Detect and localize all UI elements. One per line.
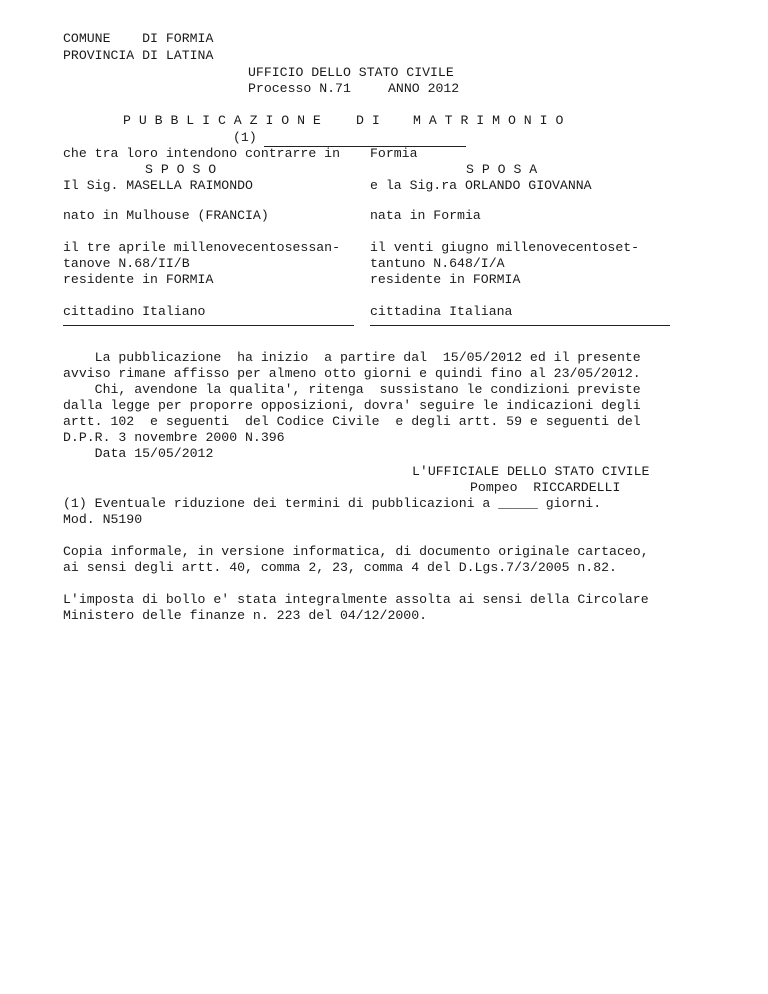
sposa-divider (370, 325, 670, 326)
signature-role: L'UFFICIALE DELLO STATO CIVILE (412, 464, 650, 479)
body-p2-line1: Chi, avendone la qualita', ritenga sussistano le condizioni previste (63, 382, 641, 397)
sposa-nome: e la Sig.ra ORLANDO GIOVANNA (370, 178, 592, 193)
title-pubblicazione: P U B B L I C A Z I O N E (123, 113, 321, 128)
sposo-residenza: residente in FORMIA (63, 272, 214, 287)
title-matrimonio: M A T R I M O N I O (413, 113, 564, 128)
body-p1-line1: La pubblicazione ha inizio a partire dal 15/05/2012 ed il presente (63, 350, 641, 365)
body-p1-line2: avviso rimane affisso per almeno otto giorni e quindi fino al 23/05/2012. (63, 366, 641, 381)
intro-text: che tra loro intendono contrarre in (63, 146, 340, 161)
processo-year: ANNO 2012 (388, 81, 460, 96)
body-p2-line4: D.P.R. 3 novembre 2000 N.396 (63, 430, 285, 445)
luogo-matrimonio: Formia (370, 146, 418, 161)
publication-date: Data 15/05/2012 (63, 446, 214, 461)
footnote-ref: (1) (233, 130, 257, 145)
sposo-data-nascita-1: il tre aprile millenovecentosessan- (63, 240, 340, 255)
stamp-duty-line1: L'imposta di bollo e' stata integralmente assolta ai sensi della Circolare (63, 592, 649, 607)
sposa-cittadinanza: cittadina Italiana (370, 304, 513, 319)
body-p2-line3: artt. 102 e seguenti del Codice Civile e degli artt. 59 e seguenti del (63, 414, 641, 429)
comune-line: COMUNE DI FORMIA (63, 31, 214, 46)
title-di: D I (356, 113, 380, 128)
provincia-line: PROVINCIA DI LATINA (63, 48, 214, 63)
sposo-nascita-luogo: nato in Mulhouse (FRANCIA) (63, 208, 269, 223)
copy-notice-line2: ai sensi degli artt. 40, comma 2, 23, comma 4 del D.Lgs.7/3/2005 n.82. (63, 560, 617, 575)
sposa-data-nascita-2: tantuno N.648/I/A (370, 256, 505, 271)
signature-name: Pompeo RICCARDELLI (470, 480, 621, 495)
sposa-data-nascita-1: il venti giugno millenovecentoset- (370, 240, 640, 255)
sposo-cittadinanza: cittadino Italiano (63, 304, 206, 319)
sposo-nome: Il Sig. MASELLA RAIMONDO (63, 178, 253, 193)
stamp-duty-line2: Ministero delle finanze n. 223 del 04/12/2000. (63, 608, 428, 623)
model-number: Mod. N5190 (63, 512, 143, 527)
sposo-heading: S P O S O (145, 162, 217, 177)
footnote-text: (1) Eventuale riduzione dei termini di pubblicazioni a _____ giorni. (63, 496, 602, 511)
processo-number: Processo N.71 (248, 81, 351, 96)
sposa-heading: S P O S A (466, 162, 538, 177)
copy-notice-line1: Copia informale, in versione informatica, di documento originale cartaceo, (63, 544, 649, 559)
ufficio-line: UFFICIO DELLO STATO CIVILE (248, 65, 454, 80)
sposo-data-nascita-2: tanove N.68/II/B (63, 256, 190, 271)
sposa-nascita-luogo: nata in Formia (370, 208, 481, 223)
sposo-divider (63, 325, 354, 326)
body-p2-line2: dalla legge per proporre opposizioni, dovra' seguire le indicazioni degli (63, 398, 641, 413)
sposa-residenza: residente in FORMIA (370, 272, 521, 287)
